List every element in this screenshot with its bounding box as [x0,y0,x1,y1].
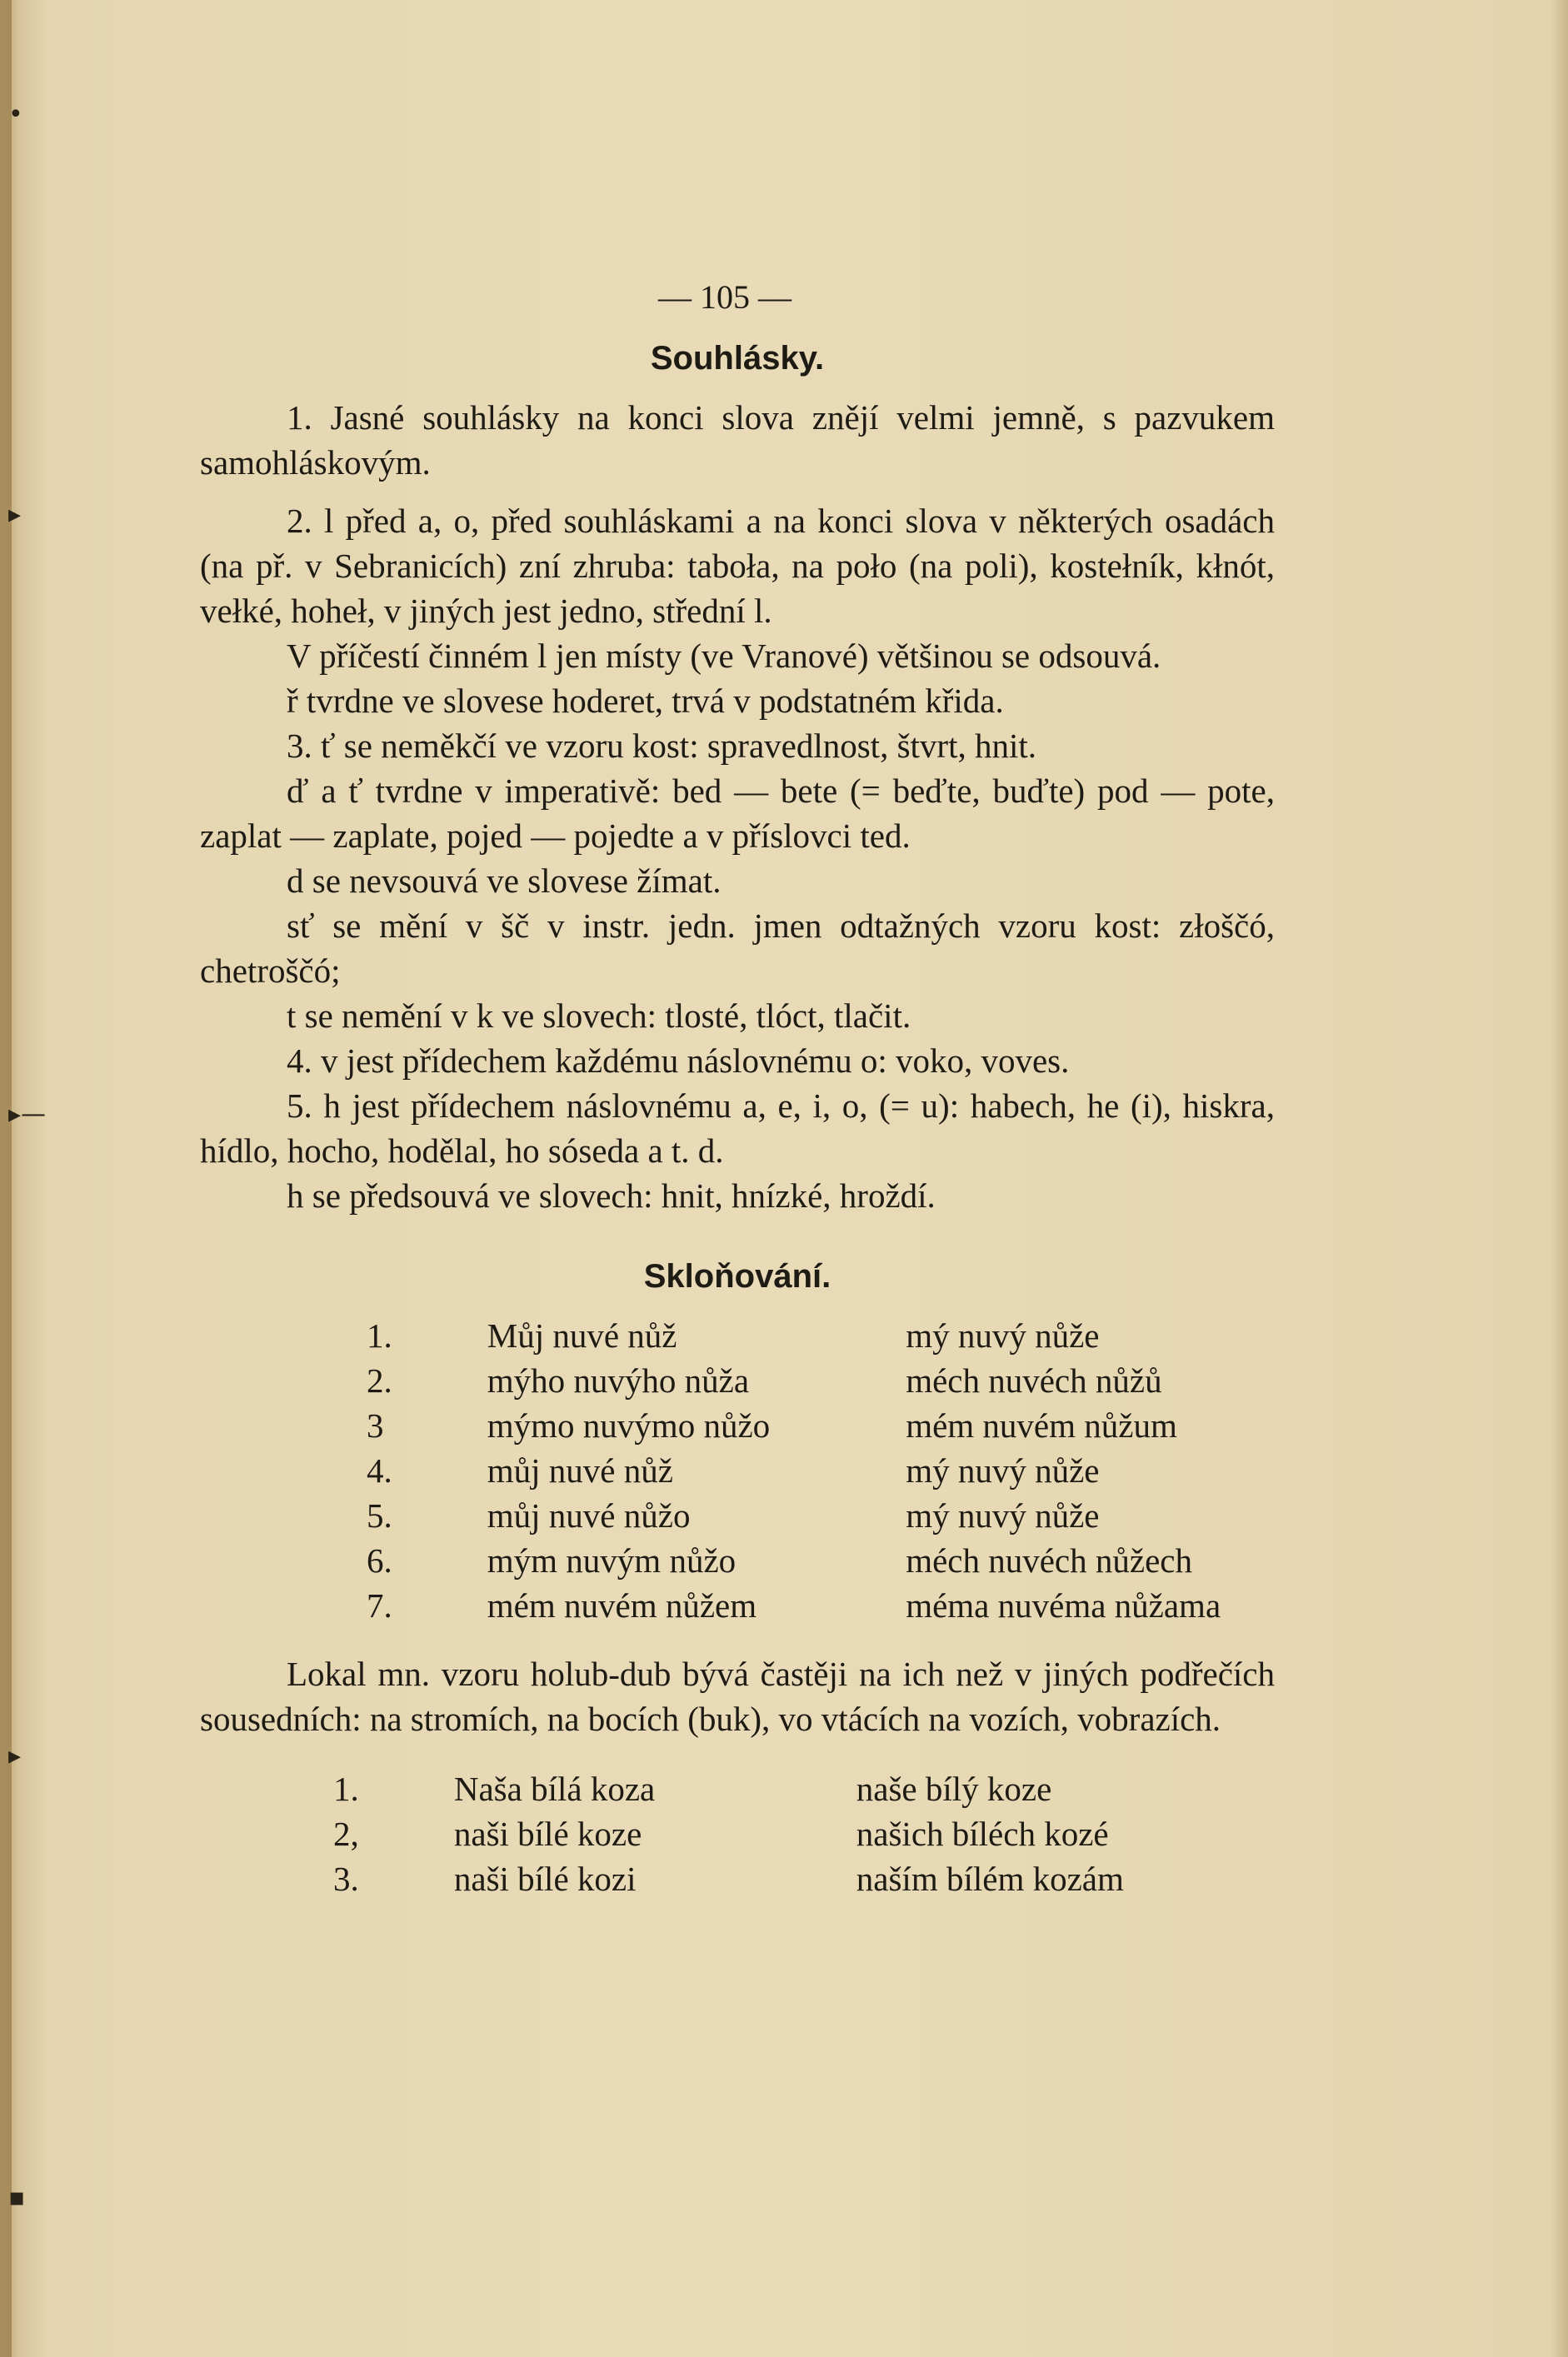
paragraph: 3. ť se neměkčí ve vzoru kost: spravedlnost, štvrt, hnit. [287,727,1036,765]
paragraph: Lokal mn. vzoru holub-dub bývá častěji na ich než v jiných podřečích sousedních: na stromích, na bocích (buk), vo vtácích na vozích, vobrazích. [200,1655,1275,1738]
page-content [200,275,1275,1901]
paragraph: h se předsouvá ve slovech: hnit, hnízké, hroždí. [287,1176,936,1215]
table-row: 3 mýmo nuvýmo nůžo mém nuvém nůžum [367,1406,1177,1445]
table-row: 6. mým nuvým nůžo méch nuvéch nůžech [367,1541,1192,1580]
paragraph: 2. l před a, o, před souhláskami a na konci slova v některých osadách (na př. v Sebranicích) zní zhruba: taboła, na połо (na poli), kostełník, kłnót, vełké, hoheł, v jiných jest jedno, střední l. [200,502,1275,630]
paragraph: ř tvrdne ve slovese hoderet, trvá v podstatném křida. [287,682,1004,720]
margin-mark: ▸— [8,1100,47,1129]
paragraph: t se nemění v k ve slovech: tlosté, tlóct, tlačit. [287,996,911,1035]
paragraph: 4. v jest přídechem každému náslovnému o: voko, voves. [287,1041,1070,1080]
table-row: 2, naši bílé koze našich bíléch kozé [333,1815,1109,1853]
table-row: 7. mém nuvém nůžem méma nuvéma nůžama [367,1586,1221,1625]
margin-mark: ▸ [8,1741,22,1770]
table-row: 3. naši bílé kozi naším bílém kozám [333,1860,1124,1898]
paragraph: V příčestí činném l jen místy (ve Vranové) většinou se odsouvá. [287,637,1161,675]
section-title-consonants: Souhlásky. [650,340,825,377]
paragraph: 5. h jest přídechem náslovnému a, e, i, o, (= u): habech, he (i), hiskra, hídlo, hocho, hodělal, ho sóseda a t. d. [200,1086,1275,1170]
table-row: 1. Naša bílá koza naše bílý koze [333,1770,1052,1808]
table-row: 5. můj nuvé nůžo mý nuvý nůže [367,1496,1100,1535]
declension-table-koza [200,1766,1275,1901]
paragraph: 1. Jasné souhlásky na konci slova znějí velmi jemně, s pazvukem samohláskovým. [200,398,1275,482]
section-title-declension: Skloňování. [643,1258,831,1295]
margin-mark: ▸ [8,500,22,529]
table-row: 2. mýho nuvýho nůža méch nuvéch nůžů [367,1361,1162,1400]
paragraph: d se nevsouvá ve slovese žímat. [287,861,722,900]
paragraph: sť se mění v šč v instr. jedn. jmen odtažných vzoru kost: złoščó, chetroščó; [200,906,1275,990]
paragraph: ď a ť tvrdne v imperativě: bed — bete (= beďte, buďte) pod — pote, zaplat — zaplate, pojed — pojedte a v příslovci ted. [200,772,1275,855]
margin-mark: ▪ [8,2183,26,2212]
page-number: — 105 — [658,278,791,316]
table-row: 1. Můj nuvé nůž mý nuvý nůže [367,1316,1100,1355]
margin-mark: • [8,100,23,129]
book-spine-edge [0,0,12,2357]
declension-table-noz [200,1313,1275,1628]
table-row: 4. můj nuvé nůž mý nuvý nůže [367,1451,1100,1490]
